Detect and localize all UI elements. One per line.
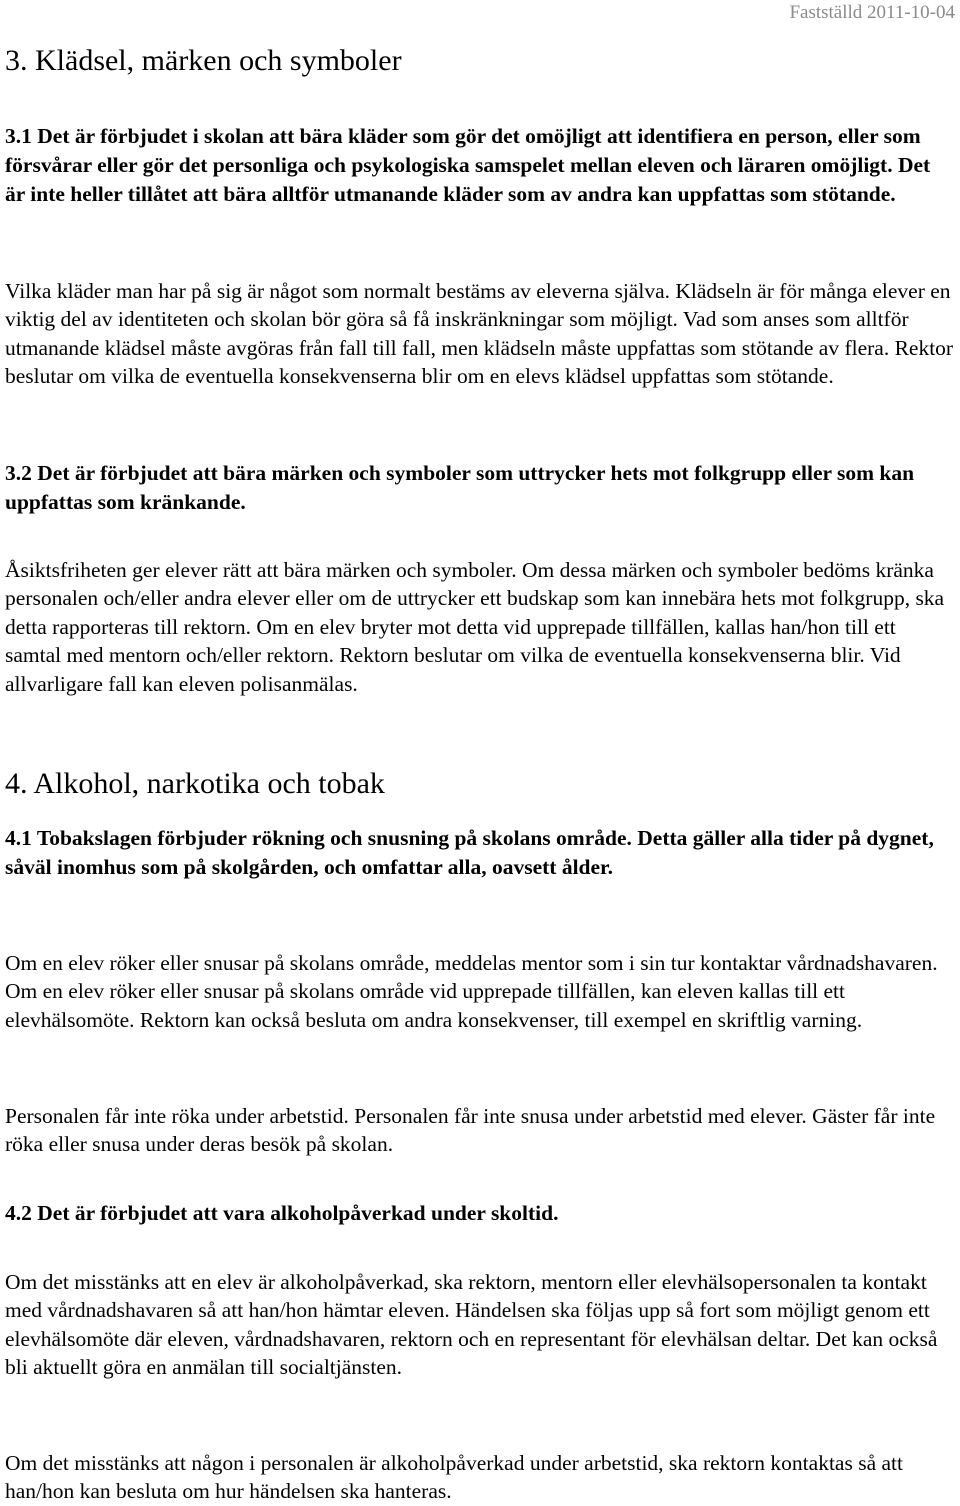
paragraph-3-2: Åsiktsfriheten ger elever rätt att bära märken och symboler. Om dessa märken och symboler bedöms kränka personalen och/eller andra elever eller om de uttrycker ett budskap som kan innebära hets mot folkgrupp, ska detta rapporteras till rektorn. Om en elev bryter mot detta vid upprepade tillfällen, kallas han/hon till ett samtal med mentorn och/eller rektorn. Rektorn beslutar om vilka de eventuella konsekvenserna blir. Vid allvarligare fall kan eleven polisanmälas.	[5, 558, 945, 696]
rule-3-2: 3.2 Det är förbjudet att bära märken och symboler som uttrycker hets mot folkgrupp eller som kan uppfattas som kränkande.	[5, 461, 915, 514]
rule-4-2: 4.2 Det är förbjudet att vara alkoholpåverkad under skoltid.	[5, 1201, 559, 1225]
paragraph-3-1: Vilka kläder man har på sig är något som normalt bestäms av eleverna själva. Klädseln är för många elever en viktig del av identiteten och skolan bör göra så få inskränkningar som möjligt. Vad som anses som alltför utmanande klädsel måste avgöras från fall till fall, men klädseln måste uppfattas som stötande av flera. Rektor beslutar om vilka de eventuella konsekvenserna blir om en elevs klädsel uppfattas som stötande.	[5, 279, 954, 389]
paragraph-4-1-b: Personalen får inte röka under arbetstid. Personalen får inte snusa under arbetstid med elever. Gäster får inte röka eller snusa under deras besök på skolan.	[5, 1104, 936, 1157]
established-date: Fastställd 2011-10-04	[789, 2, 955, 23]
section-3-title: 3. Klädsel, märken och symboler	[5, 44, 402, 77]
section-4-title: 4. Alkohol, narkotika och tobak	[5, 767, 385, 800]
rule-3-1: 3.1 Det är förbjudet i skolan att bära kläder som gör det omöjligt att identifiera en person, eller som försvårar eller gör det personliga och psykologiska samspelet mellan eleven och läraren omöjligt. Det är inte heller tillåtet att bära alltför utmanande kläder som av andra kan uppfattas som stötande.	[5, 124, 931, 206]
rule-4-1: 4.1 Tobakslagen förbjuder rökning och snusning på skolans område. Detta gäller alla tider på dygnet, såväl inomhus som på skolgården, och omfattar alla, oavsett ålder.	[5, 826, 934, 879]
paragraph-4-1-a: Om en elev röker eller snusar på skolans område, meddelas mentor som i sin tur kontaktar vårdnadshavaren. Om en elev röker eller snusar på skolans område vid upprepade tillfällen, kan eleven kallas till ett elevhälsomöte. Rektorn kan också besluta om andra konsekvenser, till exempel en skriftlig varning.	[5, 951, 938, 1032]
paragraph-4-2-a: Om det misstänks att en elev är alkoholpåverkad, ska rektorn, mentorn eller elevhälsopersonalen ta kontakt med vårdnadshavaren så att han/hon hämtar eleven. Händelsen ska följas upp så fort som möjligt genom ett elevhälsomöte där eleven, vårdnadshavaren, rektorn och en representant för elevhälsan deltar. Det kan också bli aktuellt göra en anmälan till socialtjänsten.	[5, 1270, 938, 1380]
paragraph-4-2-b: Om det misstänks att någon i personalen är alkoholpåverkad under arbetstid, ska rektorn kontaktas så att han/hon kan besluta om hur händelsen ska hanteras.	[5, 1451, 903, 1504]
